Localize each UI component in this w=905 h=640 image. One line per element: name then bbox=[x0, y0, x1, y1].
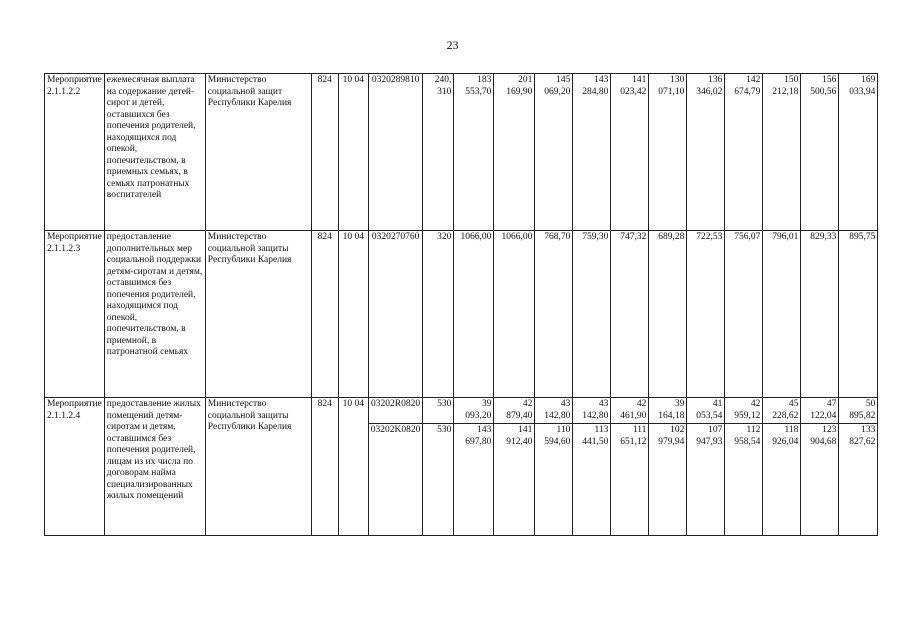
csr-code: 0320270760 bbox=[368, 231, 423, 398]
vr-code: 530 bbox=[423, 424, 454, 536]
amount-cell: 143 284,80 bbox=[573, 74, 611, 231]
amount-cell: 756,07 bbox=[725, 231, 763, 398]
csr-code: 0320289810 bbox=[368, 74, 423, 231]
amount-cell: 112 958,54 bbox=[725, 424, 763, 536]
amount-cell: 43 142,80 bbox=[535, 398, 573, 424]
grbs-code: 824 bbox=[311, 231, 338, 398]
amount-cell: 689,28 bbox=[649, 231, 687, 398]
amount-cell: 42 461,90 bbox=[611, 398, 649, 424]
amount-cell: 183 553,70 bbox=[454, 74, 494, 231]
amount-cell: 113 441,50 bbox=[573, 424, 611, 536]
amount-cell: 102 979,94 bbox=[649, 424, 687, 536]
measure-code: Мероприятие 2.1.1.2.2 bbox=[45, 74, 105, 231]
amount-cell: 123 904,68 bbox=[801, 424, 839, 536]
vr-code: 240, 310 bbox=[423, 74, 454, 231]
section-code: 10 04 bbox=[338, 231, 368, 398]
csr-code: 03202K0820 bbox=[368, 424, 423, 536]
amount-cell: 130 071,10 bbox=[649, 74, 687, 231]
amount-cell: 143 697,80 bbox=[454, 424, 494, 536]
budget-table bbox=[44, 73, 878, 536]
amount-cell: 156 500,56 bbox=[801, 74, 839, 231]
csr-code: 03202R0820 bbox=[368, 398, 423, 424]
table-row bbox=[45, 398, 878, 424]
amount-cell: 133 827,62 bbox=[839, 424, 878, 536]
vr-code: 320 bbox=[423, 231, 454, 398]
amount-cell: 50 895,82 bbox=[839, 398, 878, 424]
amount-cell: 150 212,18 bbox=[763, 74, 801, 231]
amount-cell: 169 033,94 bbox=[839, 74, 878, 231]
grbs-code: 824 bbox=[311, 74, 338, 231]
measure-description: предоставление дополнительных мер социальной поддержки детям-сиротам и детям, оставшимся без попечения родителей, находящимся под опекой, попечительством, в приемной, в патронатной семьях bbox=[104, 231, 205, 398]
amount-cell: 796,01 bbox=[763, 231, 801, 398]
amount-cell: 110 594,60 bbox=[535, 424, 573, 536]
amount-cell: 141 912,40 bbox=[494, 424, 535, 536]
amount-cell: 111 651,12 bbox=[611, 424, 649, 536]
section-code: 10 04 bbox=[338, 74, 368, 231]
amount-cell: 136 346,02 bbox=[687, 74, 725, 231]
amount-cell: 107 947,93 bbox=[687, 424, 725, 536]
amount-cell: 118 926,04 bbox=[763, 424, 801, 536]
amount-cell: 39 164,18 bbox=[649, 398, 687, 424]
amount-cell: 41 053,54 bbox=[687, 398, 725, 424]
responsible-ministry: Министерство социальной защиты Республики Карелия bbox=[205, 231, 311, 398]
measure-description: предоставление жилых помещений детям-сиротам и детям, оставшимся без попечения родителей, лицам из их числа по договорам найма специализированных жилых помещений bbox=[104, 398, 205, 536]
table-row bbox=[45, 231, 878, 398]
amount-cell: 722,53 bbox=[687, 231, 725, 398]
vr-code: 530 bbox=[423, 398, 454, 424]
amount-cell: 39 093,20 bbox=[454, 398, 494, 424]
amount-cell: 768,70 bbox=[535, 231, 573, 398]
page-number: 23 bbox=[446, 38, 459, 52]
amount-cell: 759,30 bbox=[573, 231, 611, 398]
amount-cell: 145 069,20 bbox=[535, 74, 573, 231]
amount-cell: 141 023,42 bbox=[611, 74, 649, 231]
measure-code: Мероприятие 2.1.1.2.3 bbox=[45, 231, 105, 398]
section-code: 10 04 bbox=[338, 398, 368, 536]
amount-cell: 1066,00 bbox=[494, 231, 535, 398]
measure-code: Мероприятие 2.1.1.2.4 bbox=[45, 398, 105, 536]
amount-cell: 43 142,80 bbox=[573, 398, 611, 424]
amount-cell: 142 674,79 bbox=[725, 74, 763, 231]
amount-cell: 895,75 bbox=[839, 231, 878, 398]
responsible-ministry: Министерство социальной защиты Республики Карелия bbox=[205, 398, 311, 536]
amount-cell: 42 879,40 bbox=[494, 398, 535, 424]
amount-cell: 1066,00 bbox=[454, 231, 494, 398]
amount-cell: 42 959,12 bbox=[725, 398, 763, 424]
amount-cell: 201 169,90 bbox=[494, 74, 535, 231]
measure-description: ежемесячная выплата на содержание детей-сирот и детей, оставшихся без попечения родителей, находящихся под опекой, попечительством, в приемных семьях, в семьях патронатных воспитателей bbox=[104, 74, 205, 231]
amount-cell: 47 122,04 bbox=[801, 398, 839, 424]
responsible-ministry: Министерство социальной защит Республики Карелия bbox=[205, 74, 311, 231]
grbs-code: 824 bbox=[311, 398, 338, 536]
table-row bbox=[45, 74, 878, 231]
amount-cell: 829,33 bbox=[801, 231, 839, 398]
amount-cell: 747,32 bbox=[611, 231, 649, 398]
amount-cell: 45 228,62 bbox=[763, 398, 801, 424]
